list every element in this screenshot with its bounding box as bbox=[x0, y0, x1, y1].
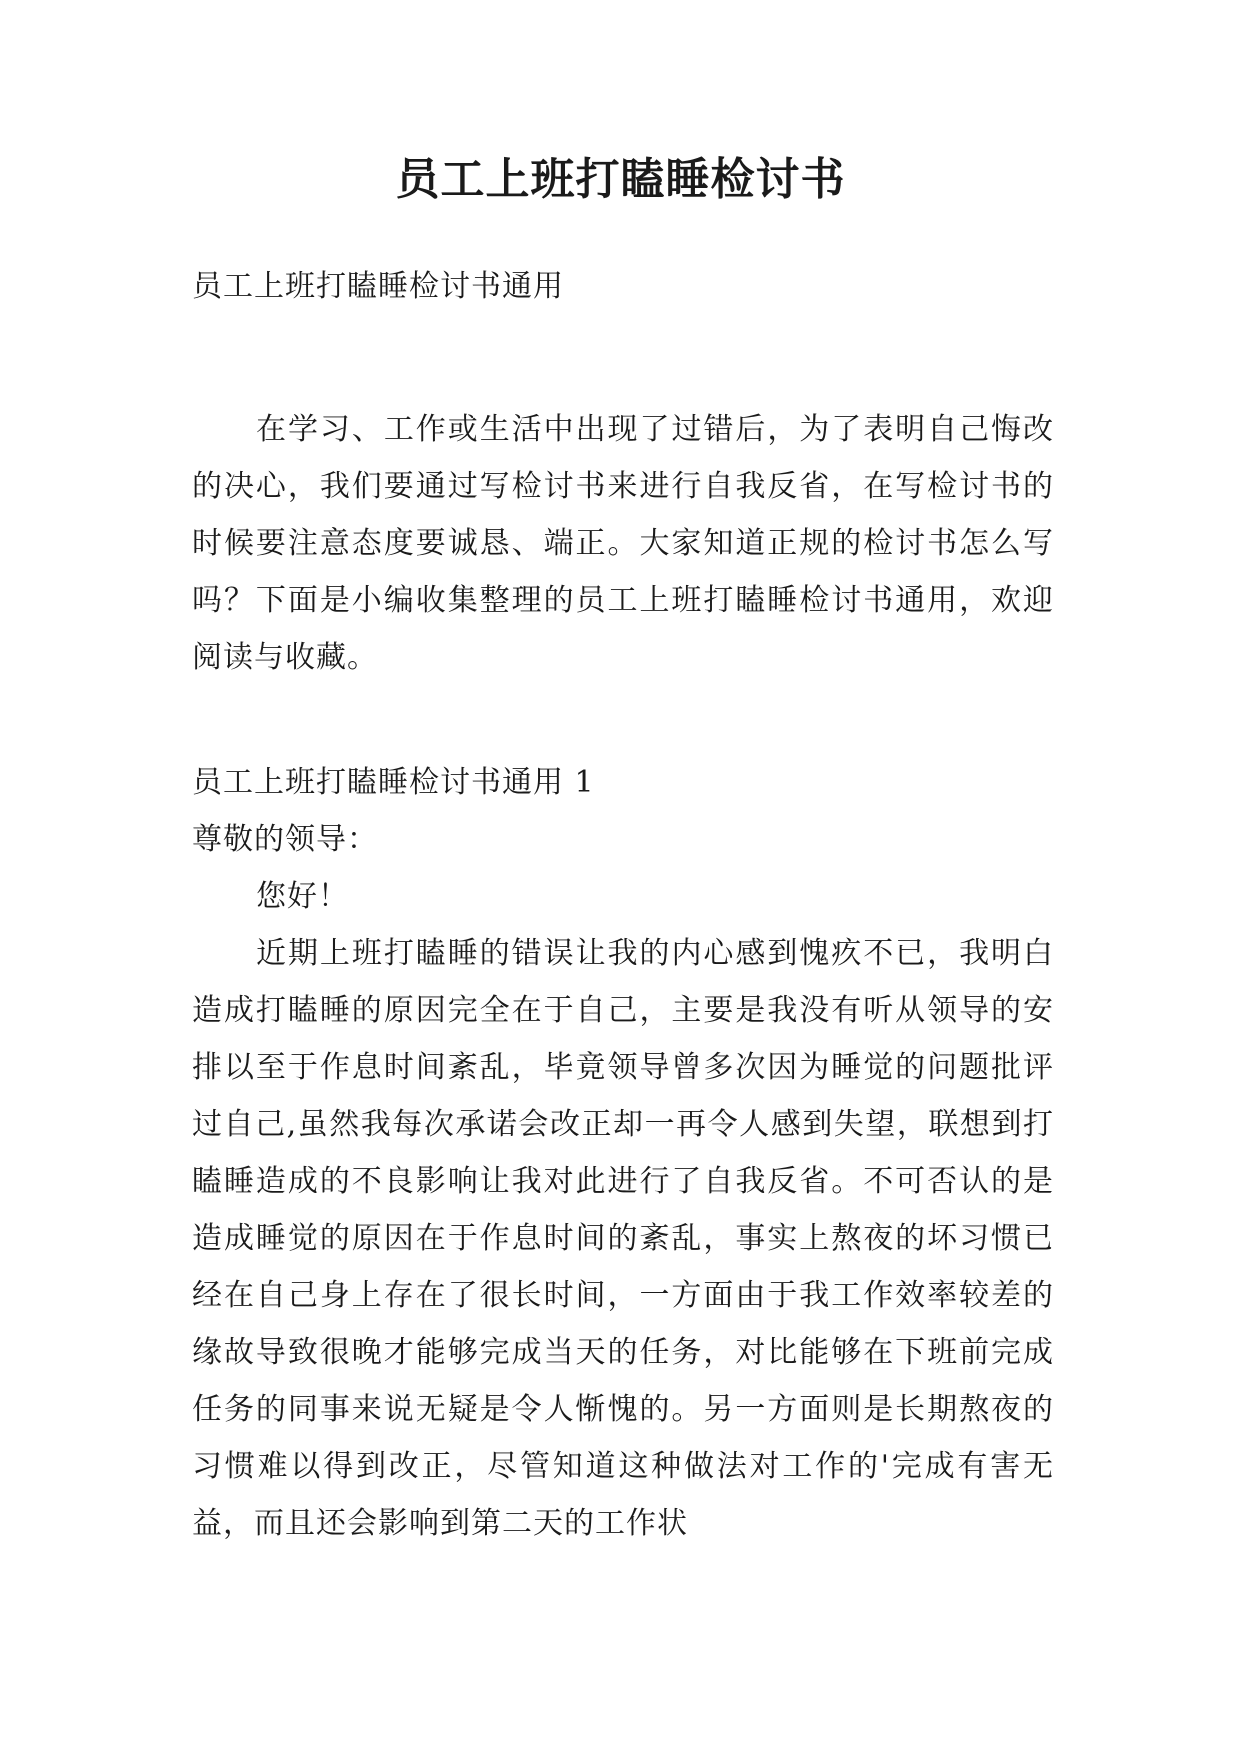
section-heading: 员工上班打瞌睡检讨书通用 1 bbox=[192, 765, 595, 800]
greeting: 您好！ bbox=[256, 879, 349, 914]
document-subtitle: 员工上班打瞌睡检讨书通用 bbox=[192, 269, 564, 304]
intro-paragraph: 在学习、工作或生活中出现了过错后，为了表明自己悔改的决心，我们要通过写检讨书来进行自我反省，在写检讨书的时候要注意态度要诚恳、端正。大家知道正规的检讨书怎么写吗？下面是小编收集整理的员工上班打瞌睡检讨书通用，欢迎阅读与收藏。 bbox=[192, 412, 1054, 675]
body-paragraph: 近期上班打瞌睡的错误让我的内心感到愧疚不已，我明白造成打瞌睡的原因完全在于自己，主要是我没有听从领导的安排以至于作息时间紊乱，毕竟领导曾多次因为睡觉的问题批评过自己,虽然我每次承诺会改正却一再令人感到失望，联想到打瞌睡造成的不良影响让我对此进行了自我反省。不可否认的是造成睡觉的原因在于作息时间的紊乱，事实上熬夜的坏习惯已经在自己身上存在了很长时间，一方面由于我工作效率较差的缘故导致很晚才能够完成当天的任务，对比能够在下班前完成任务的同事来说无疑是令人惭愧的。另一方面则是长期熬夜的习惯难以得到改正，尽管知道这种做法对工作的'完成有害无益，而且还会影响到第二天的工作状 bbox=[192, 936, 1054, 1541]
salutation: 尊敬的领导： bbox=[192, 822, 378, 857]
document-title: 员工上班打瞌睡检讨书 bbox=[395, 154, 846, 205]
